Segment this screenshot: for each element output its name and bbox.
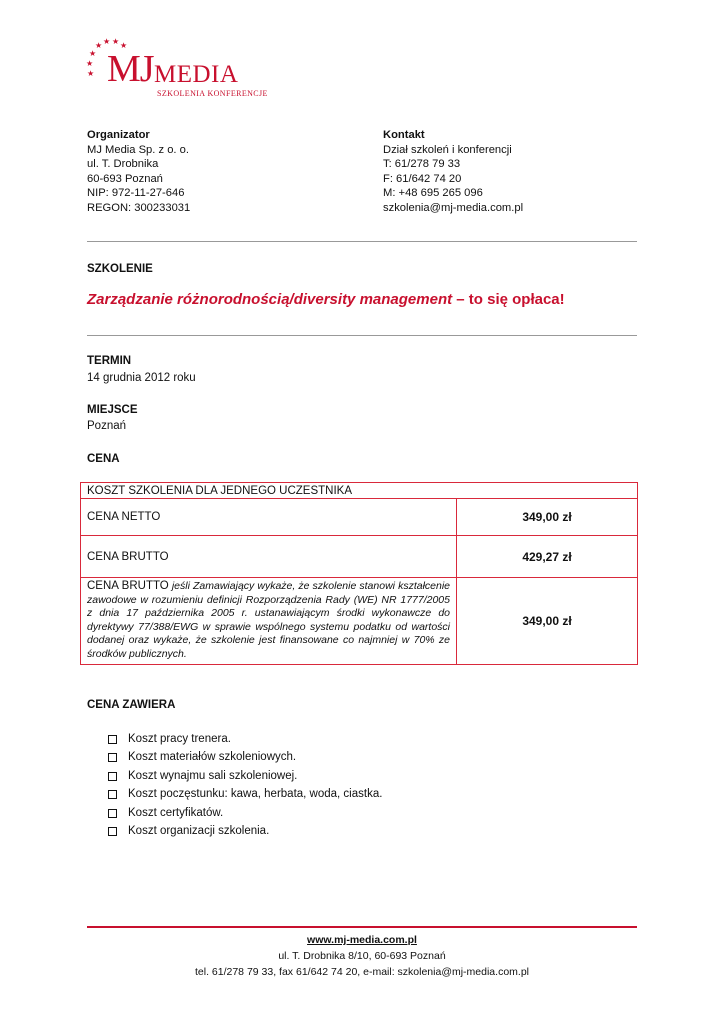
term-value: 14 grudnia 2012 roku — [87, 372, 196, 384]
list-item — [108, 804, 382, 822]
gross-price-value: 429,27 zł — [457, 536, 638, 578]
svg-text:★: ★ — [103, 38, 111, 46]
list-item — [108, 767, 382, 785]
list-item-text: Koszt poczęstunku: kawa, herbata, woda, ciastka. — [128, 788, 383, 801]
organizer-heading: Organizator — [87, 129, 150, 141]
svg-text:★: ★ — [87, 69, 95, 78]
organizer-line: REGON: 300233031 — [87, 201, 191, 214]
training-label: SZKOLENIE — [87, 263, 153, 275]
special-price-note: jeśli Zamawiający wykaże, że szkolenie stanowi kształcenie zawodowe w rozumieniu definicji Rozporządzenia Rady (WE) NR 1777/2005 z dnia 17 października 2005 r. ustanawiającym środki wykonawcze do dyrektywy 77/388/EWG w sprawie wspólnego systemu podatku od wartości dodanej oraz wykaże, że szkolenie jest finansowane co najmniej w 70% ze środków publicznych. — [87, 580, 451, 660]
contact-line: F: 61/642 74 20 — [383, 172, 462, 185]
includes-label: CENA ZAWIERA — [87, 699, 176, 711]
footer-contact: tel. 61/278 79 33, fax 61/642 74 20, e-mail: szkolenia@mj-media.com.pl — [194, 966, 529, 978]
company-logo — [84, 38, 284, 104]
contact-heading: Kontakt — [383, 129, 425, 141]
checkbox-icon — [108, 790, 117, 799]
list-item-text: Koszt certyfikatów. — [128, 806, 224, 819]
list-item-text: Koszt organizacji szkolenia. — [128, 825, 270, 838]
svg-text:★: ★ — [112, 38, 120, 46]
checkbox-icon — [108, 809, 117, 818]
net-price-value: 349,00 zł — [457, 499, 638, 536]
logo-subtitle: SZKOLENIA KONFERENCJE — [157, 89, 268, 98]
list-item — [108, 748, 382, 766]
training-title-rest: – to się opłaca! — [452, 291, 565, 308]
footer-website-link[interactable]: www.mj-media.com.pl — [307, 934, 417, 946]
svg-text:★: ★ — [120, 41, 128, 50]
term-label: TERMIN — [87, 355, 132, 367]
logo-media: MEDIA — [154, 61, 239, 88]
logo-mj: MJ — [107, 48, 154, 90]
checkbox-icon — [108, 753, 117, 762]
footer-divider — [87, 926, 637, 928]
price-table — [80, 482, 638, 665]
organizer-block — [87, 128, 190, 215]
contact-email[interactable]: szkolenia@mj-media.com.pl — [383, 201, 524, 214]
contact-line: M: +48 695 265 096 — [383, 187, 483, 199]
svg-text:★: ★ — [89, 49, 97, 58]
organizer-line: MJ Media Sp. z o. o. — [87, 143, 189, 156]
divider — [87, 241, 637, 242]
net-price-label: CENA NETTO — [81, 499, 457, 536]
organizer-line: ul. T. Drobnika — [87, 158, 159, 170]
list-item-text: Koszt wynajmu sali szkoleniowej. — [128, 769, 298, 782]
list-item-text: Koszt pracy trenera. — [128, 733, 231, 745]
price-table-header: KOSZT SZKOLENIA DLA JEDNEGO UCZESTNIKA — [81, 483, 638, 499]
gross-price-label: CENA BRUTTO — [81, 536, 457, 578]
svg-text:★: ★ — [86, 59, 94, 68]
checkbox-icon — [108, 735, 117, 744]
footer-address: ul. T. Drobnika 8/10, 60-693 Poznań — [278, 950, 446, 962]
checkbox-icon — [108, 772, 117, 781]
list-item — [108, 785, 382, 803]
price-label: CENA — [87, 453, 120, 465]
checkbox-icon — [108, 827, 117, 836]
special-price-label: CENA BRUTTO — [87, 580, 169, 592]
place-value: Poznań — [87, 420, 127, 432]
list-item-text: Koszt materiałów szkoleniowych. — [128, 751, 297, 764]
organizer-line: 60-693 Poznań — [87, 172, 163, 185]
list-item — [108, 730, 382, 748]
special-price-value: 349,00 zł — [457, 578, 638, 665]
svg-text:★: ★ — [95, 41, 103, 50]
contact-block — [383, 128, 523, 215]
contact-line: T: 61/278 79 33 — [383, 158, 461, 170]
includes-list — [108, 730, 382, 840]
organizer-line: NIP: 972-11-27-646 — [87, 187, 185, 199]
special-price-note-cell — [81, 578, 457, 665]
training-title-italic: Zarządzanie różnorodnością/diversity management — [87, 291, 453, 308]
list-item — [108, 822, 382, 840]
contact-line: Dział szkoleń i konferencji — [383, 143, 512, 156]
place-label: MIEJSCE — [87, 404, 138, 416]
training-title — [87, 291, 565, 308]
divider — [87, 335, 637, 336]
